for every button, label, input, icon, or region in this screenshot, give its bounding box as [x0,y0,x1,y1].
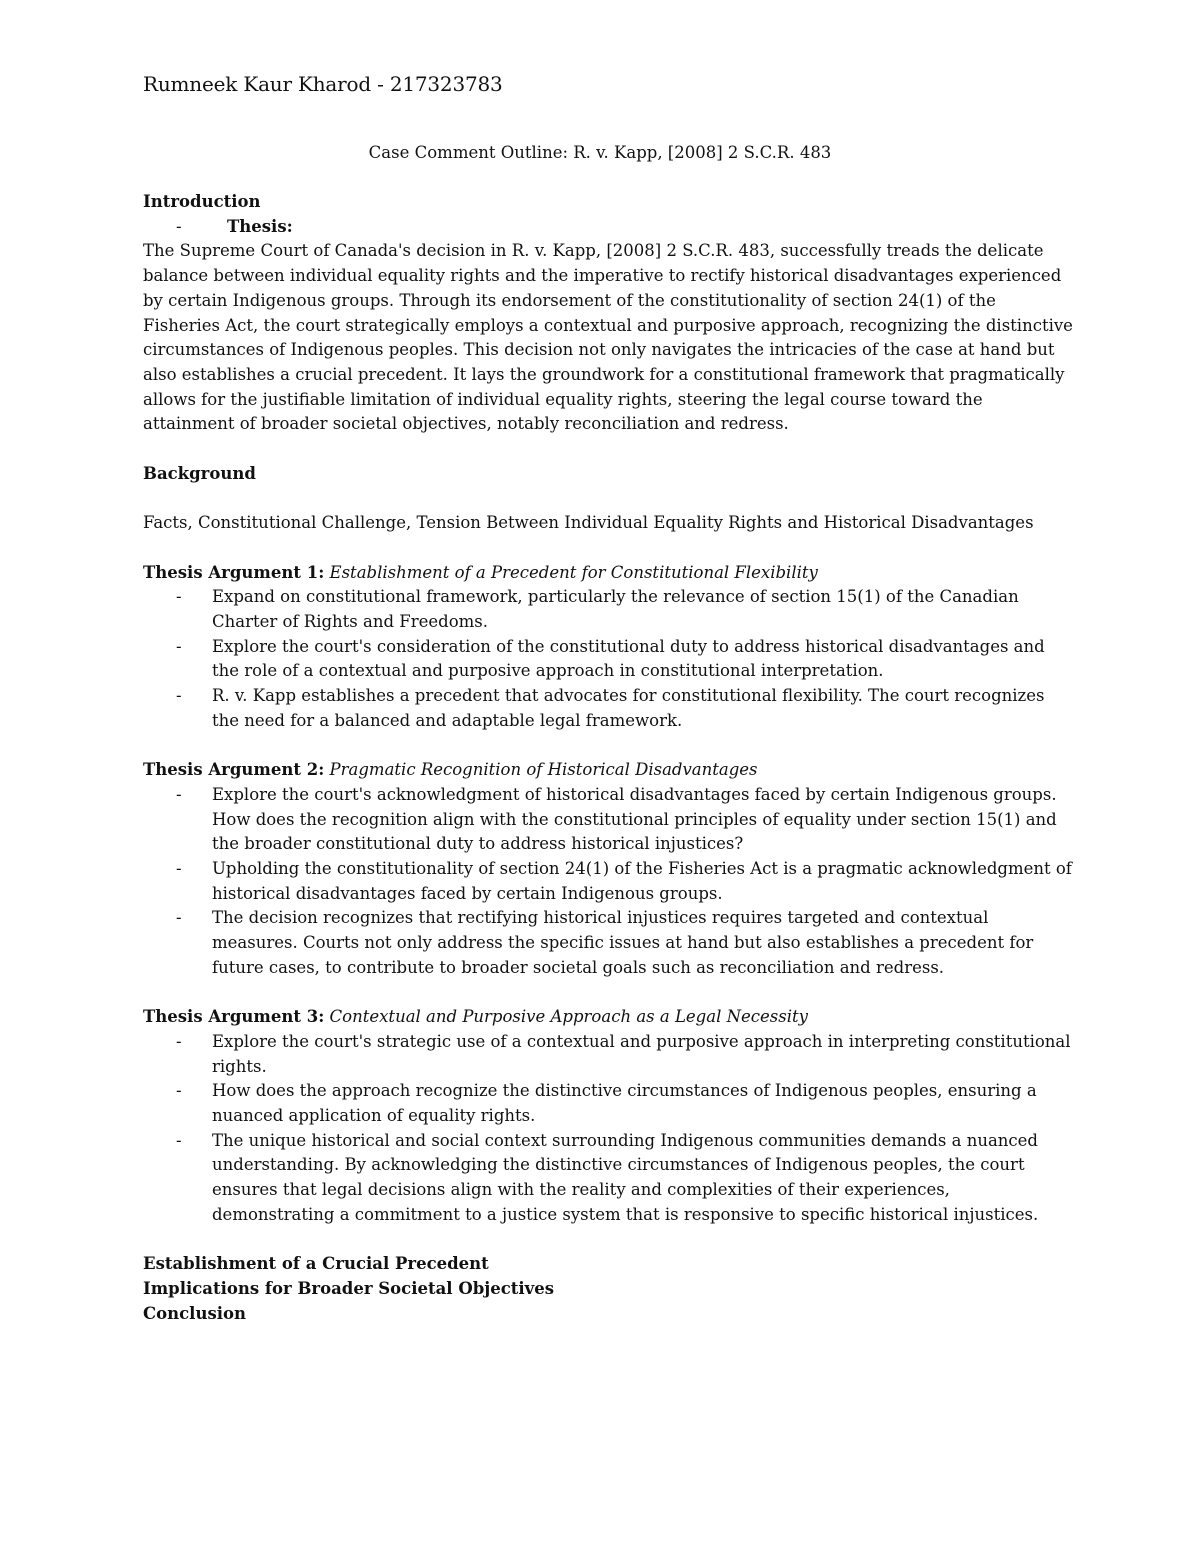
precedent-heading: Establishment of a Crucial Precedent [143,1254,489,1274]
argument-1-points [143,585,1073,733]
argument-1-subtitle: Establishment of a Precedent for Constitutional Flexibility [329,562,818,582]
author-header: Rumneek Kaur Kharod - 217323783 [143,72,503,96]
introduction-heading: Introduction [143,192,261,211]
background-text: Facts, Constitutional Challenge, Tension Between Individual Equality Rights and Historical Disadvantages [143,513,1034,533]
list-item: - Explore the court's consideration of the constitutional duty to address historical disadvantages and the role of a contextual and purposive approach in constitutional interpretation. [143,635,1073,684]
list-item: - Upholding the constitutionality of section 24(1) of the Fisheries Act is a pragmatic acknowledgment of historical disadvantages faced by certain Indigenous groups. [143,857,1073,906]
document-title: Case Comment Outline: R. v. Kapp, [2008] 2 S.C.R. 483 [368,143,832,162]
argument-1-label: Thesis Argument 1: [143,562,325,582]
list-item: - The unique historical and social context surrounding Indigenous communities demands a nuanced understanding. By acknowledging the distinctive circumstances of Indigenous peoples, the court ensures that legal decisions align with the reality and complexities of their experiences, demonstrating a commitment to a justice system that is responsive to specific historical injustices. [143,1129,1073,1228]
implications-heading: Implications for Broader Societal Objectives [143,1278,555,1298]
document-body [143,190,1073,1326]
argument-3-heading [143,1005,1073,1030]
argument-2-points [143,783,1073,981]
list-item: - How does the approach recognize the distinctive circumstances of Indigenous peoples, ensuring a nuanced application of equality rights. [143,1079,1073,1128]
list-item: - R. v. Kapp establishes a precedent that advocates for constitutional flexibility. The court recognizes the need for a balanced and adaptable legal framework. [143,684,1073,733]
argument-2-subtitle: Pragmatic Recognition of Historical Disadvantages [329,760,758,780]
list-item: - Expand on constitutional framework, particularly the relevance of section 15(1) of the Canadian Charter of Rights and Freedoms. [143,585,1073,634]
conclusion-heading: Conclusion [143,1303,247,1323]
argument-1-heading [143,561,1073,586]
thesis-label: - Thesis: [143,215,1073,240]
list-item: - Explore the court's strategic use of a contextual and purposive approach in interpreting constitutional rights. [143,1030,1073,1079]
argument-3-subtitle: Contextual and Purposive Approach as a Legal Necessity [329,1007,808,1027]
list-item: - The decision recognizes that rectifying historical injustices requires targeted and contextual measures. Courts not only address the specific issues at hand but also establishes a precedent for future cases, to contribute to broader societal goals such as reconciliation and redress. [143,906,1073,980]
argument-2-heading [143,758,1073,783]
argument-2-label: Thesis Argument 2: [143,760,325,780]
argument-3-label: Thesis Argument 3: [143,1007,325,1027]
background-heading: Background [143,463,256,483]
argument-3-points [143,1030,1073,1228]
list-item: - Explore the court's acknowledgment of historical disadvantages faced by certain Indigenous groups. How does the recognition align with the constitutional principles of equality under section 15(1) and the broader constitutional duty to address historical injustices? [143,783,1073,857]
thesis-paragraph: The Supreme Court of Canada's decision in R. v. Kapp, [2008] 2 S.C.R. 483, successfully treads the delicate balance between individual equality rights and the imperative to rectify historical disadvantages experienced by certain Indigenous groups. Through its endorsement of the constitutionality of section 24(1) of the Fisheries Act, the court strategically employs a contextual and purposive approach, recognizing the distinctive circumstances of Indigenous peoples. This decision not only navigates the intricacies of the case at hand but also establishes a crucial precedent. It lays the groundwork for a constitutional framework that pragmatically allows for the justifiable limitation of individual equality rights, steering the legal course toward the attainment of broader societal objectives, notably reconciliation and redress. [143,241,1073,434]
